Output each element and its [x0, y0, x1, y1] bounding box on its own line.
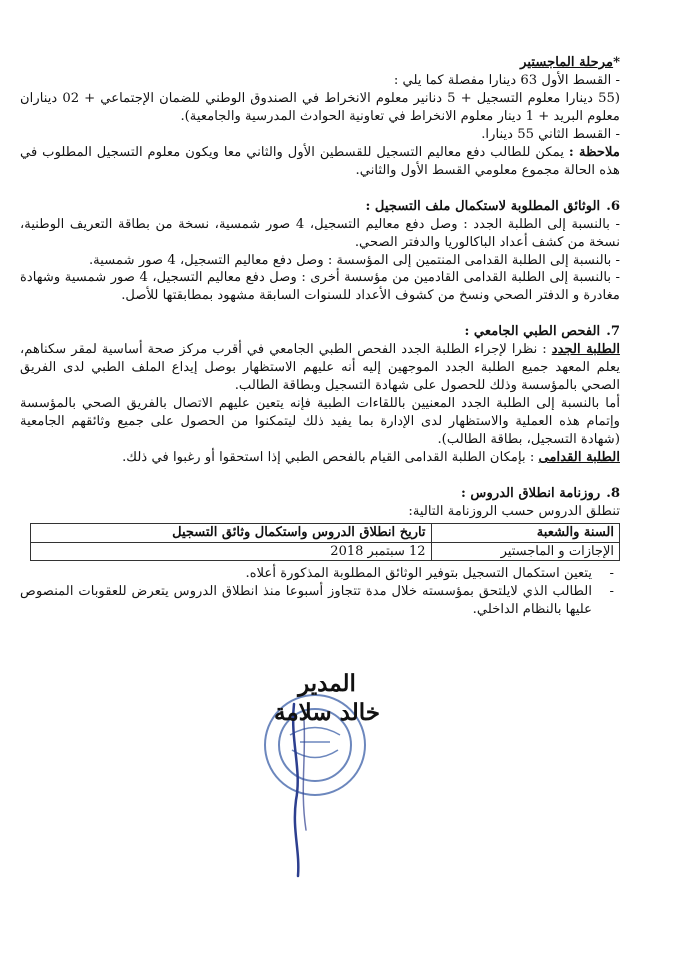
table-cell: 12 سبتمبر 2018 — [31, 542, 432, 561]
documents-line: - بالنسبة إلى الطلبة الجدد : وصل دفع معاليم التسجيل، 4 صور شمسية، نسخة من بطاقة التعريف الوطنية، نسخة من كشف أعداد الباكالوريا والدفتر الصحي. — [20, 216, 620, 250]
section-6-heading — [20, 198, 620, 216]
table-row — [31, 542, 620, 561]
table-header: تاريخ انطلاق الدروس واستكمال وثائق التسجيل — [31, 523, 432, 542]
title-star: * — [613, 55, 620, 70]
new-students-label: الطلبة الجدد — [551, 342, 620, 358]
schedule-table — [30, 523, 620, 561]
section-title: روزنامة انطلاق الدروس : — [460, 486, 601, 502]
table-header: السنة والشعبة — [431, 523, 619, 542]
director-name: خالد سلامة — [274, 698, 380, 726]
master-line: - القسط الثاني 55 دينارا. — [481, 126, 620, 142]
master-note — [20, 144, 620, 180]
table-header-row — [31, 523, 620, 542]
note-label: ملاحظة : — [568, 144, 620, 160]
schedule-notes — [20, 565, 620, 619]
section-8-heading — [20, 485, 620, 503]
schedule-intro: تنطلق الدروس حسب الروزنامة التالية: — [408, 503, 620, 519]
note-text: يمكن للطالب دفع معاليم التسجيل للقسطين الأول والثاني معا ويكون معلوم التسجيل المطلوب في هذه الحالة مجموع معلومي القسط الأول والثاني. — [20, 144, 620, 178]
list-item-text: يتعين استكمال التسجيل بتوفير الوثائق المطلوبة المذكورة أعلاه. — [245, 566, 592, 582]
table-cell: الإجازات و الماجستير — [431, 542, 619, 561]
list-item — [20, 565, 614, 583]
documents-line: - بالنسبة إلى الطلبة القدامى المنتمين إلى المؤسسة : وصل دفع معاليم التسجيل، 4 صور شمسية. — [88, 252, 620, 268]
section-title: الفحص الطبي الجامعي : — [464, 324, 601, 340]
section-number: 6. — [606, 198, 620, 214]
list-item-text: الطالب الذي لايلتحق بمؤسسته خلال مدة تتجاوز أسبوعا منذ انطلاق الدروس يتعرض للعقوبات المنصوص عليها بالنظام الداخلي. — [20, 584, 592, 618]
master-line: - القسط الأول 63 دينارا مفصلة كما يلي : — [393, 72, 620, 88]
medical-paragraph: أما بالنسبة إلى الطلبة الجدد المعنيين باللقاءات الطبية فإنه يتعين عليهم الاتصال بالفريق الصحي بالمؤسسة وإتمام هذه العملية والاستظهار لدى الإدارة بما يفيد ذلك ليتمكنوا من الحصول على جميع وثائقهم الجامعية (شهادة التسجيل، بطاقة الطالب). — [20, 396, 620, 448]
documents-line: - بالنسبة إلى الطلبة القدامى القادمين من مؤسسة أخرى : وصل دفع معاليم التسجيل، 4 صور شمسية وشهادة مغادرة و الدفتر الصحي ونسخ من كشوف الأعداد للسنوات السابقة مشهود بمطابقتها للأصل. — [20, 270, 620, 304]
old-students-paragraph — [20, 449, 620, 467]
list-item — [20, 583, 614, 619]
new-students-paragraph — [20, 341, 620, 395]
section-7-heading — [20, 323, 620, 341]
document-body — [20, 54, 620, 619]
section-number: 8. — [606, 486, 620, 502]
master-title: مرحلة الماجستير — [520, 55, 614, 70]
list-dash: - — [609, 584, 614, 600]
director-title: المدير — [298, 670, 356, 697]
new-students-text: : نظرا لإجراء الطلبة الجدد الفحص الطبي الجامعي في أقرب مركز صحة أساسية لمقر سكناهم، يعلم المعهد جميع الطلبة الجدد الموجهين إليه أنه عليهم الاستظهار بوصل إيداع الملف الطبي لدى الفريق الصحي بالمؤسسة وذلك للحصول على شهادة التسجيل وبطاقة الطالب. — [20, 342, 620, 394]
master-title-line — [20, 54, 620, 72]
master-line: (55 دينارا معلوم التسجيل + 5 دنانير معلوم الانخراط في الصندوق الوطني للضمان الإجتماعي + 02 ديناران معلوم البريد + 1 دينار معلوم الانخراط في تعاونية الحوادث المدرسية والجامعية). — [20, 90, 621, 124]
list-dash: - — [609, 566, 614, 582]
old-students-label: الطلبة القدامى — [538, 450, 620, 466]
old-students-text: : بإمكان الطلبة القدامى القيام بالفحص الطبي إذا استحقوا أو رغبوا في ذلك. — [122, 450, 539, 466]
section-title: الوثائق المطلوبة لاستكمال ملف التسجيل : — [365, 198, 601, 214]
signature-block — [232, 670, 422, 728]
section-number: 7. — [606, 324, 620, 340]
